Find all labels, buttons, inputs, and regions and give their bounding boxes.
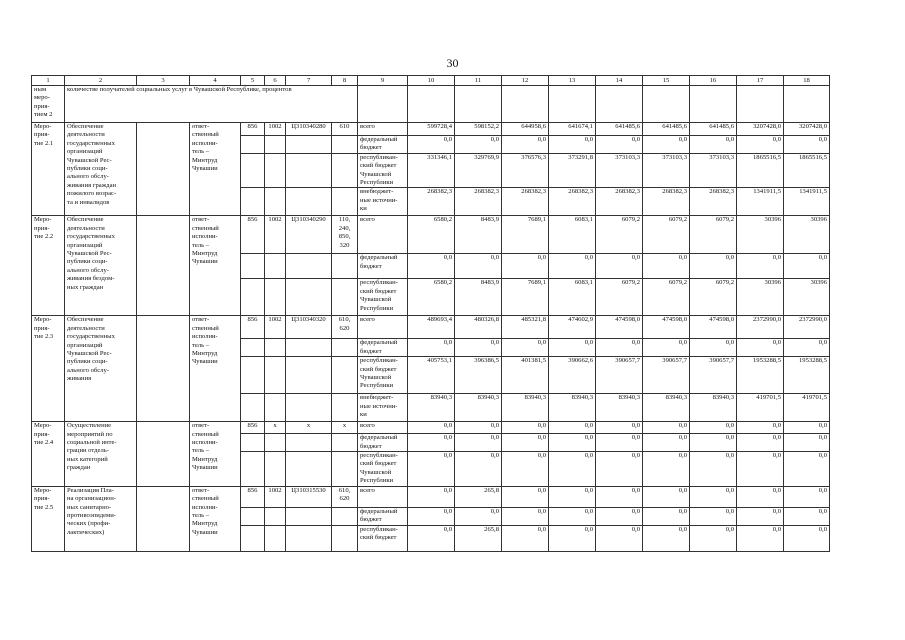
funding-value: 373103,3 (643, 153, 690, 188)
funding-value: 390657,7 (643, 357, 690, 394)
funding-value: 0,0 (643, 422, 690, 434)
empty-code-cell (332, 188, 358, 216)
funding-value: 0,0 (784, 136, 830, 154)
funding-row (32, 316, 830, 339)
funding-value: 331346,1 (408, 153, 455, 188)
funding-value: 376576,3 (502, 153, 549, 188)
funding-value: 6079,2 (690, 279, 737, 316)
funding-value: 7689,1 (502, 279, 549, 316)
empty-code-cell (332, 434, 358, 452)
empty-code-cell (265, 339, 286, 357)
funding-value: 268382,3 (596, 188, 643, 216)
empty-cell (784, 86, 830, 123)
column-number: 13 (549, 76, 596, 86)
column-number: 14 (596, 76, 643, 86)
funding-value: 7689,1 (502, 216, 549, 254)
empty-code-cell (332, 357, 358, 394)
column-number: 9 (358, 76, 408, 86)
funding-value: 373103,3 (690, 153, 737, 188)
code-rz: 1002 (265, 316, 286, 339)
empty-code-cell (332, 507, 358, 525)
funding-value: 2372990,0 (784, 316, 830, 339)
continuation-row (32, 86, 830, 123)
column-number: 12 (502, 76, 549, 86)
empty-code-cell (265, 525, 286, 551)
funding-value: 0,0 (408, 507, 455, 525)
funding-value: 0,0 (502, 339, 549, 357)
column-number: 11 (455, 76, 502, 86)
funding-value: 0,0 (408, 422, 455, 434)
funding-value: 0,0 (455, 339, 502, 357)
empty-code-cell (286, 254, 332, 279)
funding-value: 0,0 (455, 452, 502, 487)
code-csr: Ц310340280 (286, 123, 332, 136)
code-gr: 856 (241, 486, 265, 507)
column-number: 16 (690, 76, 737, 86)
column-number-row (32, 76, 830, 86)
funding-value: 0,0 (455, 507, 502, 525)
funding-value: 474598,0 (690, 316, 737, 339)
funding-value: 0,0 (784, 339, 830, 357)
funding-value: 0,0 (690, 254, 737, 279)
funding-value: 0,0 (643, 254, 690, 279)
funding-value: 0,0 (408, 525, 455, 551)
funding-row (32, 486, 830, 507)
funding-value: 0,0 (408, 136, 455, 154)
empty-code-cell (265, 254, 286, 279)
empty-code-cell (241, 254, 265, 279)
funding-value: 1953288,5 (737, 357, 784, 394)
measure-executor: ответ- ственный исполни- тель – Минтруд Чувашии (190, 216, 241, 316)
funding-value: 0,0 (737, 486, 784, 507)
funding-value: 265,8 (455, 525, 502, 551)
funding-value: 30396 (737, 216, 784, 254)
funding-value: 405753,1 (408, 357, 455, 394)
funding-row (32, 123, 830, 136)
funding-value: 0,0 (690, 525, 737, 551)
funding-value: 0,0 (502, 525, 549, 551)
page-number: 30 (446, 56, 459, 70)
funding-value: 83940,3 (408, 394, 455, 422)
funding-value: 268382,3 (549, 188, 596, 216)
empty-cell (643, 86, 690, 123)
funding-value: 390657,7 (596, 357, 643, 394)
funding-value: 599728,4 (408, 123, 455, 136)
funding-value: 8483,9 (455, 216, 502, 254)
empty-code-cell (265, 153, 286, 188)
funding-value: 598152,2 (455, 123, 502, 136)
funding-value: 0,0 (643, 452, 690, 487)
funding-value: 268382,3 (408, 188, 455, 216)
empty-code-cell (332, 452, 358, 487)
empty-cell (137, 123, 190, 216)
empty-code-cell (286, 279, 332, 316)
funding-value: 83940,3 (596, 394, 643, 422)
funding-value: 0,0 (643, 136, 690, 154)
empty-code-cell (286, 507, 332, 525)
code-csr: х (286, 422, 332, 434)
funding-value: 401381,5 (502, 357, 549, 394)
funding-value: 0,0 (455, 434, 502, 452)
funding-value: 268382,3 (643, 188, 690, 216)
empty-cell (737, 86, 784, 123)
funding-value: 396386,5 (455, 357, 502, 394)
funding-value: 30396 (784, 279, 830, 316)
funding-value: 0,0 (549, 136, 596, 154)
measure-executor: ответ- ственный исполни- тель – Минтруд Чувашии (190, 422, 241, 486)
funding-value: 0,0 (690, 434, 737, 452)
code-vr: 610 (332, 123, 358, 136)
empty-code-cell (286, 357, 332, 394)
funding-source: республикан- ский бюджет Чувашской Республики (358, 153, 408, 188)
empty-code-cell (286, 153, 332, 188)
funding-value: 1341911,5 (737, 188, 784, 216)
funding-value: 0,0 (408, 434, 455, 452)
funding-value: 0,0 (455, 422, 502, 434)
code-csr: Ц310340290 (286, 216, 332, 254)
code-vr: 610, 620 (332, 486, 358, 507)
funding-value: 83940,3 (455, 394, 502, 422)
funding-value: 0,0 (502, 486, 549, 507)
funding-value: 0,0 (784, 525, 830, 551)
measure-id: Меро- прия- тие 2.4 (32, 422, 65, 486)
funding-value: 0,0 (737, 136, 784, 154)
empty-code-cell (241, 153, 265, 188)
funding-source: внебюджет- ные источни- ки (358, 394, 408, 422)
code-csr: Ц310340320 (286, 316, 332, 339)
funding-value: 3207428,0 (737, 123, 784, 136)
measure-id: Меро- прия- тие 2.1 (32, 123, 65, 216)
funding-value: 480326,8 (455, 316, 502, 339)
funding-value: 6580,2 (408, 279, 455, 316)
funding-value: 0,0 (549, 254, 596, 279)
code-vr: 610, 620 (332, 316, 358, 339)
funding-value: 0,0 (643, 507, 690, 525)
funding-value: 6079,2 (690, 216, 737, 254)
funding-source: республикан- ский бюджет Чувашской Республики (358, 452, 408, 487)
funding-value: 485321,8 (502, 316, 549, 339)
measure-name: Обеспечение деятельности государственных организаций Чувашской Рес- публики соци- ального обслу- живания бездом- ных граждан (65, 216, 137, 316)
empty-code-cell (286, 188, 332, 216)
funding-value: 268382,3 (502, 188, 549, 216)
funding-source: федеральный бюджет (358, 507, 408, 525)
column-number: 3 (137, 76, 190, 86)
empty-code-cell (332, 339, 358, 357)
funding-value: 0,0 (643, 525, 690, 551)
empty-code-cell (265, 452, 286, 487)
empty-code-cell (241, 136, 265, 154)
column-number: 5 (241, 76, 265, 86)
funding-value: 0,0 (502, 452, 549, 487)
empty-code-cell (241, 452, 265, 487)
funding-value: 329769,9 (455, 153, 502, 188)
code-gr: 856 (241, 422, 265, 434)
empty-code-cell (265, 507, 286, 525)
funding-value: 0,0 (502, 507, 549, 525)
funding-value: 0,0 (690, 136, 737, 154)
funding-value: 0,0 (690, 422, 737, 434)
funding-value: 419701,5 (784, 394, 830, 422)
funding-value: 0,0 (596, 434, 643, 452)
empty-cell (502, 86, 549, 123)
funding-value: 0,0 (737, 507, 784, 525)
empty-code-cell (332, 525, 358, 551)
funding-value: 2372990,0 (737, 316, 784, 339)
continuation-label: ным меро- прия- тием 2 (32, 86, 65, 123)
funding-value: 373103,3 (596, 153, 643, 188)
empty-code-cell (241, 339, 265, 357)
code-rz: 1002 (265, 123, 286, 136)
funding-value: 30396 (737, 279, 784, 316)
funding-value: 0,0 (690, 507, 737, 525)
funding-value: 8483,9 (455, 279, 502, 316)
column-number: 6 (265, 76, 286, 86)
column-number: 1 (32, 76, 65, 86)
empty-cell (549, 86, 596, 123)
funding-value: 0,0 (408, 452, 455, 487)
empty-code-cell (332, 394, 358, 422)
funding-value: 0,0 (784, 486, 830, 507)
empty-code-cell (286, 452, 332, 487)
code-vr: х (332, 422, 358, 434)
funding-value: 1865516,5 (737, 153, 784, 188)
empty-code-cell (241, 188, 265, 216)
funding-value: 641674,1 (549, 123, 596, 136)
funding-value: 0,0 (502, 422, 549, 434)
code-gr: 856 (241, 316, 265, 339)
code-rz: 1002 (265, 486, 286, 507)
funding-source: федеральный бюджет (358, 254, 408, 279)
empty-code-cell (241, 507, 265, 525)
funding-value: 0,0 (596, 136, 643, 154)
funding-value: 268382,3 (690, 188, 737, 216)
empty-code-cell (286, 525, 332, 551)
funding-value: 0,0 (549, 339, 596, 357)
funding-value: 6079,2 (643, 279, 690, 316)
funding-value: 0,0 (784, 254, 830, 279)
funding-value: 644958,6 (502, 123, 549, 136)
funding-value: 0,0 (690, 486, 737, 507)
funding-value: 6079,2 (596, 216, 643, 254)
funding-value: 0,0 (784, 422, 830, 434)
funding-value: 0,0 (596, 422, 643, 434)
funding-value: 0,0 (690, 339, 737, 357)
empty-code-cell (332, 153, 358, 188)
funding-value: 6580,2 (408, 216, 455, 254)
funding-value: 0,0 (549, 422, 596, 434)
funding-value: 0,0 (596, 452, 643, 487)
funding-row (32, 216, 830, 254)
funding-value: 0,0 (408, 486, 455, 507)
code-gr: 856 (241, 123, 265, 136)
funding-value: 0,0 (596, 486, 643, 507)
funding-value: 6079,2 (643, 216, 690, 254)
funding-source: внебюджет- ные источни- ки (358, 188, 408, 216)
funding-value: 0,0 (502, 254, 549, 279)
funding-value: 83940,3 (502, 394, 549, 422)
funding-value: 0,0 (549, 486, 596, 507)
funding-source: республикан- ский бюджет Чувашской Республики (358, 357, 408, 394)
funding-source: федеральный бюджет (358, 434, 408, 452)
column-number: 10 (408, 76, 455, 86)
funding-value: 0,0 (549, 434, 596, 452)
funding-value: 0,0 (784, 507, 830, 525)
measure-executor: ответ- ственный исполни- тель – Минтруд Чувашии (190, 316, 241, 422)
funding-value: 0,0 (737, 254, 784, 279)
column-number: 8 (332, 76, 358, 86)
code-gr: 856 (241, 216, 265, 254)
funding-value: 474598,0 (643, 316, 690, 339)
empty-code-cell (332, 279, 358, 316)
funding-value: 0,0 (784, 434, 830, 452)
funding-value: 6079,2 (596, 279, 643, 316)
funding-value: 0,0 (408, 254, 455, 279)
funding-value: 0,0 (643, 339, 690, 357)
empty-code-cell (265, 357, 286, 394)
empty-code-cell (241, 525, 265, 551)
funding-value: 83940,3 (643, 394, 690, 422)
empty-cell (137, 422, 190, 486)
empty-code-cell (241, 394, 265, 422)
funding-value: 0,0 (502, 136, 549, 154)
measure-name: Обеспечение деятельности государственных организаций Чувашской Рес- публики соци- ального обслу- живания (65, 316, 137, 422)
empty-code-cell (241, 357, 265, 394)
funding-value: 419701,5 (737, 394, 784, 422)
empty-code-cell (332, 136, 358, 154)
funding-source: всего (358, 486, 408, 507)
funding-value: 1865516,5 (784, 153, 830, 188)
funding-value: 268382,3 (455, 188, 502, 216)
funding-source: республикан- ский бюджет Чувашской Республики (358, 279, 408, 316)
funding-value: 373291,8 (549, 153, 596, 188)
column-number: 4 (190, 76, 241, 86)
funding-value: 83940,3 (549, 394, 596, 422)
empty-code-cell (286, 339, 332, 357)
measure-name: Реализация Пла- на организацион- ных санитарно- противоэпидеми- ческих (профи- лактических) (65, 486, 137, 551)
empty-cell (596, 86, 643, 123)
funding-source: всего (358, 316, 408, 339)
empty-code-cell (265, 434, 286, 452)
continuation-text: количестве получателей социальных услуг в Чувашской Республике, процентов (65, 86, 358, 123)
code-rz: 1002 (265, 216, 286, 254)
empty-cell (137, 486, 190, 551)
funding-value: 6083,1 (549, 279, 596, 316)
funding-value: 265,8 (455, 486, 502, 507)
funding-value: 0,0 (596, 507, 643, 525)
funding-value: 1953288,5 (784, 357, 830, 394)
funding-value: 0,0 (643, 434, 690, 452)
funding-source: федеральный бюджет (358, 339, 408, 357)
funding-source: федеральный бюджет (358, 136, 408, 154)
funding-value: 1341911,5 (784, 188, 830, 216)
empty-code-cell (286, 136, 332, 154)
funding-value: 6083,1 (549, 216, 596, 254)
code-csr: Ц310315530 (286, 486, 332, 507)
funding-value: 0,0 (596, 525, 643, 551)
measure-executor: ответ- ственный исполни- тель – Минтруд Чувашии (190, 486, 241, 551)
empty-cell (137, 216, 190, 316)
funding-value: 0,0 (784, 452, 830, 487)
funding-value: 83940,3 (690, 394, 737, 422)
funding-value: 474602,9 (549, 316, 596, 339)
funding-value: 0,0 (737, 422, 784, 434)
funding-value: 641485,6 (690, 123, 737, 136)
funding-value: 641485,6 (596, 123, 643, 136)
measure-id: Меро- прия- тие 2.2 (32, 216, 65, 316)
funding-value: 0,0 (549, 525, 596, 551)
funding-value: 0,0 (737, 525, 784, 551)
measure-name: Осуществление мероприятий по социальной инте- грации отдель- ных категорий граждан (65, 422, 137, 486)
funding-value: 0,0 (455, 136, 502, 154)
empty-cell (358, 86, 408, 123)
empty-code-cell (265, 188, 286, 216)
column-number: 15 (643, 76, 690, 86)
funding-value: 474598,0 (596, 316, 643, 339)
empty-cell (137, 316, 190, 422)
funding-value: 0,0 (549, 507, 596, 525)
column-number: 2 (65, 76, 137, 86)
code-vr: 110, 240, 850, 320 (332, 216, 358, 254)
empty-code-cell (265, 136, 286, 154)
funding-value: 0,0 (737, 452, 784, 487)
measure-id: Меро- прия- тие 2.3 (32, 316, 65, 422)
funding-value: 0,0 (737, 434, 784, 452)
program-funding-table (31, 75, 830, 552)
measure-executor: ответ- ственный исполни- тель – Минтруд Чувашии (190, 123, 241, 216)
empty-cell (690, 86, 737, 123)
empty-cell (408, 86, 455, 123)
funding-source: всего (358, 216, 408, 254)
funding-value: 0,0 (455, 254, 502, 279)
measure-id: Меро- прия- тие 2.5 (32, 486, 65, 551)
funding-value: 641485,6 (643, 123, 690, 136)
funding-value: 0,0 (596, 339, 643, 357)
funding-source: всего (358, 123, 408, 136)
funding-value: 0,0 (643, 486, 690, 507)
empty-code-cell (332, 254, 358, 279)
empty-code-cell (241, 434, 265, 452)
funding-value: 0,0 (408, 339, 455, 357)
funding-value: 0,0 (596, 254, 643, 279)
funding-value: 0,0 (690, 452, 737, 487)
funding-value: 0,0 (549, 452, 596, 487)
funding-value: 30396 (784, 216, 830, 254)
measure-name: Обеспечение деятельности государственных организаций Чувашской Рес- публики соци- ального обслу- живания граждан пожилого возрас- та и инвалидов (65, 123, 137, 216)
funding-value: 3207428,0 (784, 123, 830, 136)
funding-value: 0,0 (737, 339, 784, 357)
empty-code-cell (265, 279, 286, 316)
funding-value: 489693,4 (408, 316, 455, 339)
empty-code-cell (286, 434, 332, 452)
column-number: 18 (784, 76, 830, 86)
empty-code-cell (286, 394, 332, 422)
empty-code-cell (265, 394, 286, 422)
code-rz: х (265, 422, 286, 434)
funding-value: 390662,6 (549, 357, 596, 394)
funding-value: 390657,7 (690, 357, 737, 394)
funding-source: всего (358, 422, 408, 434)
column-number: 17 (737, 76, 784, 86)
column-number: 7 (286, 76, 332, 86)
funding-source: республикан- ский бюджет (358, 525, 408, 551)
empty-code-cell (241, 279, 265, 316)
empty-cell (455, 86, 502, 123)
funding-row (32, 422, 830, 434)
funding-value: 0,0 (502, 434, 549, 452)
